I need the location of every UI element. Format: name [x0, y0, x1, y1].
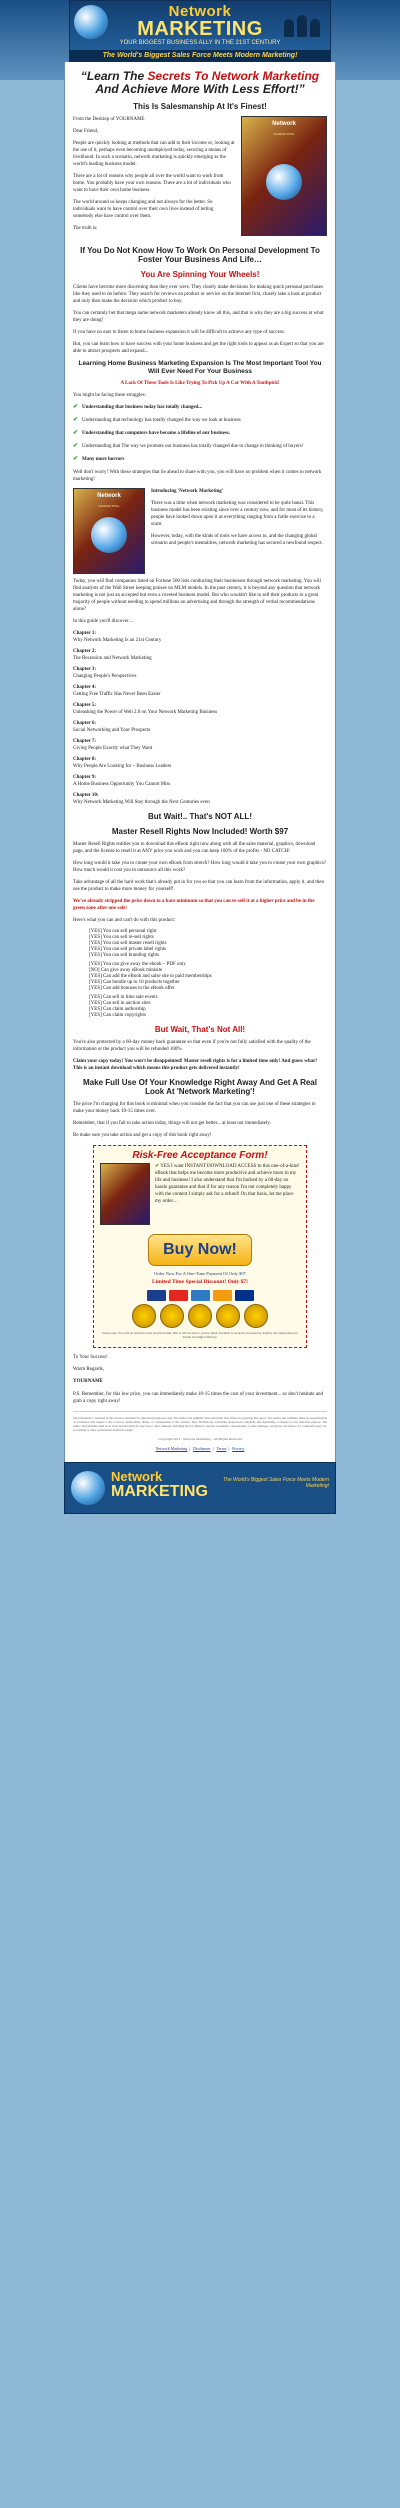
body-paragraph: If you have no ears to listen to home business expansion it will be difficult to achieve any type of success.: [73, 330, 285, 335]
regards: Warm Regards,: [73, 1367, 104, 1372]
mrr-paragraph: We've already stripped the price down to a bare minimum so that you can re-sell it at a higher price and be in the green zone after one sale!: [73, 899, 315, 911]
heading-but-wait: But Wait!.. That's NOT ALL!: [148, 812, 252, 821]
signature-block: [73, 1354, 327, 1385]
struggle-item: ✔ Understanding that The way we promote our business has totally changed due to change in thinking of buyers!: [73, 443, 304, 449]
discount-line: Limited Time Special Discount! Only $7!: [152, 1279, 248, 1285]
chapter-item: Chapter 2: The Recession and Network Marketing: [73, 649, 152, 661]
footer-link-home[interactable]: Network Marketing: [155, 1446, 188, 1451]
mrr-paragraph: Here's what you can and can't do with this product:: [73, 918, 176, 923]
footer-brand-line1: Network: [111, 1469, 163, 1484]
struggle-item: ✔ Many more horrors: [73, 456, 125, 462]
price-paragraph: The price I'm charging for this book is minimal when you consider the fact that you can use just one of these strategies to make your money back 10-15 times over.: [73, 1102, 316, 1114]
rights-item: [YES] Can sell in auction sites: [89, 1001, 151, 1006]
price-paragraph: Be make sure you take action and get a copy of this book right away!: [73, 1133, 212, 1138]
guarantee-paragraph: Claim your copy today! You won't be disappointed! Master resell rights is for a limited time only! And guess what? This is an instant download which means this product gets delivered instantly!: [73, 1059, 318, 1071]
checkmark-icon: ✔: [73, 430, 79, 436]
chapter-item: Chapter 10: Why Network Marketing Will Stay through the Next Centuries even: [73, 793, 210, 805]
footer-brand-line2: MARKETING: [111, 1483, 208, 1500]
guarantee-seal-icon: [160, 1304, 184, 1328]
price-paragraph: Remember, that if you fail to take action today, things will not get better... at least not immediately.: [73, 1121, 271, 1126]
globe-icon: [74, 5, 108, 39]
chapter-item: Chapter 8: Why People Are Looking for – Business Leaders: [73, 757, 172, 769]
risk-form-title: Risk-Free Acceptance Form!: [132, 1150, 268, 1161]
product-box-image: [100, 1163, 150, 1225]
site-header: [69, 0, 331, 62]
greeting: Dear Friend,: [73, 129, 99, 134]
rights-item: [YES] Can add the eBook and salse site to paid memberships: [89, 974, 212, 979]
author-name: YOURNAME: [73, 1379, 103, 1384]
guarantee-seal-icon: [216, 1304, 240, 1328]
ebook-cover-image: Network MARKETING: [73, 488, 145, 574]
introducing-paragraph: However, today, with the kinds of tools we have access to, and the changing global scenario and people's mentalities, network marketing has secured a newfound respect.: [151, 534, 323, 546]
rights-list: [89, 929, 327, 1019]
struggle-item: ✔ Understanding that business today has totally changed...: [73, 404, 203, 410]
discover-line: In this guide you'll discover…: [73, 619, 134, 624]
rights-item: [YES] Can sell in time sale events: [89, 995, 158, 1000]
visa-card-icon: [147, 1290, 166, 1301]
checkmark-icon: ✔: [73, 443, 79, 449]
chapter-item: Chapter 6: Social Networking and Your Prospects: [73, 721, 151, 733]
brand-line2: MARKETING: [137, 18, 263, 40]
heading-full-use: Make Full Use Of Your Knowledge Right Away And Get A Real Look At 'Network Marketing'!: [83, 1078, 317, 1096]
body-paragraph: But, you can learn how to have success with your home business and get the right tools to appear as an Expert so that you are able to attract prospects and expand...: [73, 342, 324, 354]
globe-icon: [71, 1471, 105, 1505]
from-line: From the Desktop of YOURNAME: [73, 117, 145, 122]
rights-item: [YES] You can sell private label rights: [89, 947, 167, 952]
brand-tagline: YOUR BIGGEST BUSINESS ALLY IN THE 21ST CENTURY: [119, 40, 281, 46]
checkmark-icon: ✔: [73, 417, 79, 423]
chapter-item: Chapter 3: Changing People's Perspectives: [73, 667, 137, 679]
guarantee-seal-icon: [132, 1304, 156, 1328]
chapter-item: Chapter 5: Unleashing the Power of Web 2.0 on Your Network Marketing Business: [73, 703, 218, 715]
fine-print: Please note: You will be redirected and download link. This is will be sent to you by email. Payment is securely processed by PayPal. All transactions are instant and digital delivery.: [102, 1331, 298, 1339]
rights-item: [YES] You can sell personal right: [89, 929, 157, 934]
site-footer: [64, 1462, 336, 1514]
heading-spinning-wheels: You Are Spinning Your Wheels!: [140, 270, 260, 279]
ebook-cover-image: Network MARKETING: [241, 116, 327, 236]
people-silhouettes-icon: [284, 9, 324, 37]
footer-links: Network Marketing | Disclaimer | Terms | Privacy: [155, 1446, 245, 1451]
footer-link-disclaimer[interactable]: Disclaimer: [193, 1446, 211, 1451]
intro-paragraph: There are a lot of reasons why people all over the world want to work from home. You probably have your own reasons. There are a lot of individuals who want to have their own home business.: [73, 174, 231, 193]
body-paragraph: You can certainly bet that mega name network marketers already know all this, and that is why they are a big success at what they are doing!: [73, 311, 324, 323]
main-headline: “Learn The Secrets To Network Marketing And Achieve More With Less Effort!”: [80, 69, 320, 96]
rights-item: [YES] You can sell branding rights: [89, 953, 159, 958]
chapter-item: Chapter 1: Why Network Marketing Is an 21st Century: [73, 631, 162, 643]
rights-item: [NO] Can give away eBook minisite: [89, 968, 163, 973]
rights-item: [YES] Can claim authorship: [89, 1007, 146, 1012]
checkmark-icon: ✔: [73, 404, 79, 410]
legal-disclaimer: The information contained in this ebook is intended for educational purposes only. The author and publisher have used their best efforts in preparing this report. The author and publisher make no representation or warranties with respect to the accuracy, applicability, fitness, or completeness of the contents. They disclaim any warranties (expressed or implied), merchantability, or fitness for any particular purpose. The author and publisher shall in no event be held liable for any loss or other damages, including but not limited to special, incidental, consequential, or other damages. As always, the advice of a competent legal, tax, accounting or other professional should be sought.: [73, 1411, 327, 1432]
guarantee-seal-icon: [244, 1304, 268, 1328]
rights-item: [YES] You can sell master resell rights: [89, 941, 167, 946]
chapter-item: Chapter 4: Getting Free Traffic Has Never Been Easier: [73, 685, 161, 697]
intro-paragraph: The world around us keeps changing and not always for the better. So individuals want to have control over their own lives instead of letting somebody else have control over them.: [73, 200, 214, 219]
footer-link-privacy[interactable]: Privacy: [232, 1446, 245, 1451]
introducing-paragraph: There was a time when network marketing was considered to be quite banal. This business model has been existing since over a century now, and for most of its history, people have looked down upon it as everything ranging from a futile exercise to a scam.: [151, 501, 324, 527]
rights-item: [YES] Can claim copyrights: [89, 1013, 146, 1018]
heading-not-all: But Wait, That's Not All!: [154, 1025, 246, 1034]
postscript: P.S. Remember, for this low price, you can immediately make 10-15 times the cost of your investment... so don't hesitate and grab a copy right away!: [73, 1392, 323, 1404]
chapter-item: Chapter 9: A Home Business Opportunity You Cannot Miss: [73, 775, 171, 787]
subhead-salesmanship: This Is Salesmanship At It's Finest!: [133, 102, 267, 111]
chapter-item: Chapter 7: Giving People Exactly what They Want: [73, 739, 153, 751]
toothpick-line: A Lack Of These Tools Is Like Trying To Pick Up A Car With A Toothpick!: [120, 381, 280, 386]
introducing-title: Introducing 'Network Marketing': [151, 489, 224, 494]
struggles-intro: You might be facing these struggles:: [73, 393, 146, 398]
mrr-paragraph: How long would it take you to create your own eBook from stretch? How long would it take you to create your own graphics? How much would it cost you to outsource all this work?: [73, 861, 326, 873]
amex-card-icon: [191, 1290, 210, 1301]
rights-item: [YES] Can add bonuses to the eBook offer: [89, 986, 175, 991]
sign-off: To Your Success!: [73, 1355, 108, 1360]
mrr-paragraph: Take advantage of all the hard work that's already put in for you so that you can learn from the information, apply it, and then use the product to make more money for yourself!: [73, 880, 325, 892]
payment-cards: [100, 1290, 300, 1301]
rights-item: [YES] Can bundle up to 10 products together: [89, 980, 180, 985]
chapter-list: [73, 630, 327, 806]
footer-link-terms[interactable]: Terms: [216, 1446, 227, 1451]
discover-card-icon: [213, 1290, 232, 1301]
struggle-item: ✔ Understanding that technology has totally changed the way we look at business: [73, 417, 241, 423]
sales-letter: [64, 62, 336, 1462]
checkmark-icon: ✔: [73, 456, 79, 462]
guarantee-paragraph: You're also protected by a 60-day money back guarantee so that even if you're not fully satisfied with the quality of the information or the product you will be refunded 100%.: [73, 1040, 311, 1052]
heading-learning-expansion: Learning Home Business Marketing Expansion Is The Most Important Tool You Will Ever Need For Your Business: [78, 360, 322, 375]
rights-item: [YES] You can sell re-sell rights: [89, 935, 154, 940]
order-line: Order Now For A One-Time Payment Of Only $97: [154, 1271, 246, 1276]
mrr-paragraph: Master Resell Rights entitles you to download this eBook right now along with all the sales material, graphics, download page, and the license to resell it at ANY price you wish and you can keep 100% of the profits - NO CATCH!: [73, 842, 316, 854]
struggle-item: ✔ Understanding that computers have become a lifeline of our business.: [73, 430, 230, 436]
reassurance-paragraph: Well don't worry! With these strategies that lie ahead to share with you, you will have no problem when it comes to network marketing!: [73, 470, 322, 482]
brand-line1: Network: [168, 3, 232, 20]
paypal-icon: [235, 1290, 254, 1301]
guarantee-seal-icon: [188, 1304, 212, 1328]
buy-now-button[interactable]: Buy Now!: [148, 1234, 252, 1266]
rights-item: [YES] You can give away the ebook – PDF only: [89, 962, 186, 967]
risk-free-form: [93, 1145, 307, 1348]
heading-master-resell-rights: Master Resell Rights Now Included! Worth $97: [111, 827, 289, 836]
intro-paragraph: The truth is:: [73, 226, 98, 231]
mastercard-icon: [169, 1290, 188, 1301]
copyright: Copyright 2013 - Network Marketing - All Rights Reserved: [158, 1437, 242, 1441]
heading-personal-development: If You Do Not Know How To Work On Personal Development To Foster Your Business And Life…: [80, 246, 320, 264]
guarantee-seals: [100, 1304, 300, 1328]
body-paragraph: Clients have become more discerning than they ever were. They clearly make decisions for making quick personal purchases like they used to do before. They search for reviews on product or service on the Internet first, closely take a look at product and only then make the decision which product to buy.: [73, 285, 324, 304]
header-strip: The World's Biggest Sales Force Meets Modern Marketing!: [70, 50, 330, 61]
intro-paragraph: People are quickly looking at methods that can add to their income or, looking at the use of it, perhaps even becoming unemployed today, securing a means of livelihood. In such a scenario, network marketing is quickly emerging as the world's leading business model.: [73, 141, 235, 167]
body-paragraph: Today, you will find companies listed on Fortune 500 lists conducting their businesses through network marketing. You will find analysts of the Wall Street keeping praises on MLM models. In the past century, it is beyond any question that network marketing is not just an accepted but even a coveted business model. But who wouldn't like to sell their products to a great majority of people without needing to spend millions on advertising and through the strength of verbal recommendations alone?: [73, 579, 321, 612]
checkmark-icon: ✔: [155, 1164, 160, 1169]
footer-strip: The World's Biggest Sales Force Meets Modern Marketing!: [223, 1477, 329, 1489]
risk-yes-text: ✔ YES I want INSTANT DOWNLOAD ACCESS to this one-of-a-kind eBook that helps me become more productive and achieve more in my life and business! I also understand that I'm backed by a 60-day no hassle guarantee and that if for any reason I'm not completely happy with the content I simply ask for a refund! On that basis, let me place my order…: [155, 1164, 299, 1204]
